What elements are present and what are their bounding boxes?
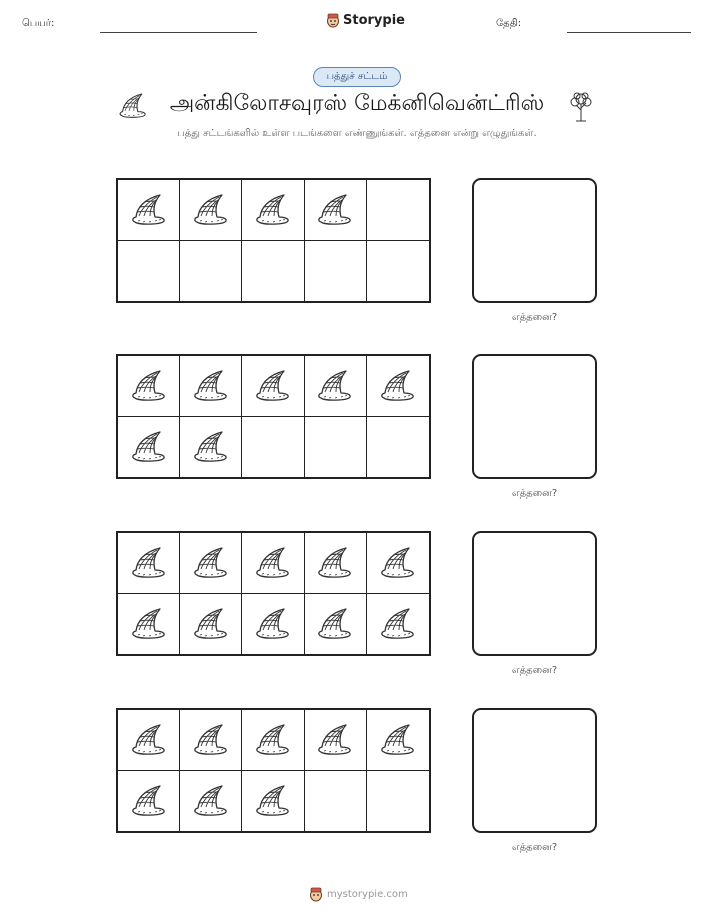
ten-frame-cell bbox=[367, 180, 429, 241]
ankylosaurus-spike-icon bbox=[191, 190, 231, 230]
ankylosaurus-spike-icon bbox=[378, 720, 418, 760]
ten-frame-cell bbox=[242, 533, 304, 594]
ten-frame-cell bbox=[305, 771, 367, 832]
ten-frame-cell bbox=[242, 417, 304, 478]
ten-frame-cell bbox=[242, 241, 304, 302]
ankylosaurus-spike-icon bbox=[191, 366, 231, 406]
answer-label: எத்தனை? bbox=[511, 312, 558, 323]
ten-frame-cell bbox=[367, 710, 429, 771]
answer-box[interactable] bbox=[472, 178, 597, 303]
ten-frame-cell bbox=[180, 180, 242, 241]
ten-frame bbox=[116, 708, 431, 833]
ten-frame-cell bbox=[118, 771, 180, 832]
ankylosaurus-spike-icon bbox=[129, 720, 169, 760]
ankylosaurus-spike-icon bbox=[191, 720, 231, 760]
ten-frame-cell bbox=[305, 180, 367, 241]
ten-frame-cell bbox=[118, 710, 180, 771]
ten-frame-cell bbox=[118, 180, 180, 241]
ten-frame-cell bbox=[242, 356, 304, 417]
footer-url[interactable]: mystorypie.com bbox=[327, 888, 408, 900]
answer-box[interactable] bbox=[472, 531, 597, 656]
answer-label: எத்தனை? bbox=[511, 665, 558, 676]
date-label: தேதி: bbox=[496, 18, 522, 29]
ankylosaurus-spike-icon bbox=[253, 543, 293, 583]
ankylosaurus-spike-icon bbox=[129, 604, 169, 644]
ankylosaurus-spike-icon bbox=[315, 720, 355, 760]
ten-frame-cell bbox=[367, 241, 429, 302]
ankylosaurus-spike-icon bbox=[253, 781, 293, 821]
ankylosaurus-spike-icon bbox=[378, 604, 418, 644]
ten-frame-cell bbox=[242, 710, 304, 771]
ten-frame bbox=[116, 178, 431, 303]
ten-frame-cell bbox=[367, 356, 429, 417]
brand-name: Storypie bbox=[343, 12, 405, 28]
answer-box[interactable] bbox=[472, 708, 597, 833]
ankylosaurus-spike-icon bbox=[191, 781, 231, 821]
ten-frame-cell bbox=[180, 594, 242, 655]
name-line[interactable] bbox=[100, 32, 257, 33]
ankylosaurus-spike-icon bbox=[253, 366, 293, 406]
ten-frame-cell bbox=[305, 710, 367, 771]
ten-frame-cell bbox=[305, 533, 367, 594]
ankylosaurus-spike-icon bbox=[129, 543, 169, 583]
date-line[interactable] bbox=[567, 32, 691, 33]
answer-label: எத்தனை? bbox=[511, 488, 558, 499]
ankylosaurus-spike-icon bbox=[253, 190, 293, 230]
ten-frame-cell bbox=[242, 180, 304, 241]
ten-frame-cell bbox=[118, 533, 180, 594]
ankylosaurus-spike-icon bbox=[378, 543, 418, 583]
ten-frame-cell bbox=[242, 594, 304, 655]
ten-frame-cell bbox=[305, 356, 367, 417]
ten-frame bbox=[116, 531, 431, 656]
ten-frame bbox=[116, 354, 431, 479]
storypie-mascot-icon bbox=[309, 886, 323, 902]
ankylosaurus-spike-icon bbox=[129, 427, 169, 467]
instructions: பத்து சட்டங்களில் உள்ள படங்களை எண்ணுங்கள். எத்தனை என்று எழுதுங்கள். bbox=[177, 128, 537, 139]
brand-logo bbox=[326, 12, 405, 28]
ten-frame-cell bbox=[367, 533, 429, 594]
ankylosaurus-spike-icon bbox=[116, 90, 150, 122]
ten-frame-cell bbox=[305, 241, 367, 302]
ankylosaurus-spike-icon bbox=[253, 604, 293, 644]
ten-frame-cell bbox=[367, 771, 429, 832]
ankylosaurus-spike-icon bbox=[129, 781, 169, 821]
ten-frame-cell bbox=[118, 594, 180, 655]
ankylosaurus-spike-icon bbox=[191, 543, 231, 583]
ten-frame-cell bbox=[180, 356, 242, 417]
ten-frame-cell bbox=[242, 771, 304, 832]
ankylosaurus-spike-icon bbox=[129, 190, 169, 230]
ten-frame-cell bbox=[180, 241, 242, 302]
ankylosaurus-spike-icon bbox=[315, 543, 355, 583]
ten-frame-cell bbox=[118, 356, 180, 417]
ten-frame-cell bbox=[118, 417, 180, 478]
ankylosaurus-spike-icon bbox=[315, 190, 355, 230]
ankylosaurus-spike-icon bbox=[315, 366, 355, 406]
ten-frame-cell bbox=[367, 417, 429, 478]
ankylosaurus-spike-icon bbox=[315, 604, 355, 644]
answer-box[interactable] bbox=[472, 354, 597, 479]
tree-icon bbox=[566, 90, 596, 122]
worksheet-type-badge: பத்துச் சட்டம் bbox=[313, 67, 401, 87]
ten-frame-cell bbox=[180, 417, 242, 478]
page-title: அன்கிலோசவுரஸ் மேக்னிவென்ட்ரிஸ் bbox=[169, 91, 545, 116]
ten-frame-cell bbox=[305, 594, 367, 655]
name-label: பெயர்: bbox=[22, 18, 55, 29]
ten-frame-cell bbox=[180, 771, 242, 832]
storypie-mascot-icon bbox=[326, 12, 340, 28]
ten-frame-cell bbox=[180, 533, 242, 594]
ankylosaurus-spike-icon bbox=[191, 604, 231, 644]
ten-frame-cell bbox=[180, 710, 242, 771]
ten-frame-cell bbox=[305, 417, 367, 478]
ankylosaurus-spike-icon bbox=[378, 366, 418, 406]
answer-label: எத்தனை? bbox=[511, 842, 558, 853]
ankylosaurus-spike-icon bbox=[253, 720, 293, 760]
ten-frame-cell bbox=[118, 241, 180, 302]
ankylosaurus-spike-icon bbox=[129, 366, 169, 406]
footer bbox=[309, 886, 408, 902]
ankylosaurus-spike-icon bbox=[191, 427, 231, 467]
ten-frame-cell bbox=[367, 594, 429, 655]
